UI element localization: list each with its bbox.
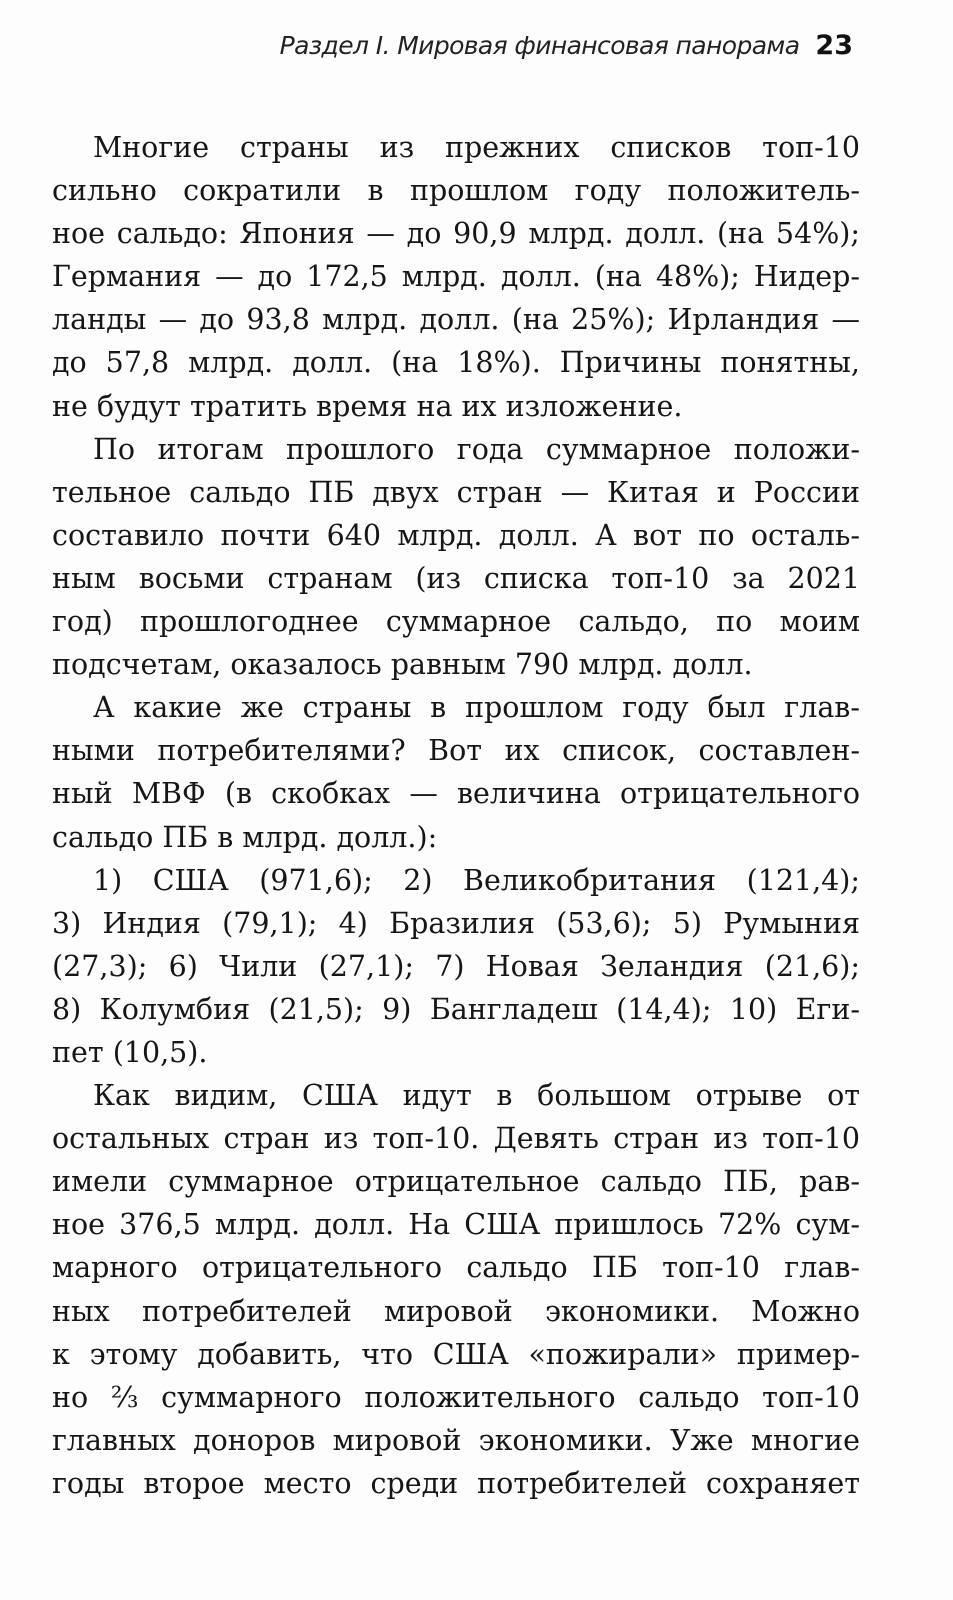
body-text [52, 126, 860, 1505]
paragraph-4-country-list [52, 859, 860, 1074]
text-line: пет (10,5). [52, 1035, 208, 1069]
text-line: (27,3); 6) Чили (27,1); 7) Новая Зеландия (21,6); [52, 949, 860, 983]
running-title: Раздел I. Мировая финансовая панорама [279, 31, 800, 60]
text-line: тельное сальдо ПБ двух стран — Китая и России [52, 475, 860, 509]
text-line: ных потребителей мировой экономики. Можно [52, 1294, 860, 1328]
text-line: ным восьми странам (из списка топ-10 за 2021 [52, 561, 860, 595]
text-line: ное сальдо: Япония — до 90,9 млрд. долл. (на 54%); [52, 217, 860, 251]
text-line: ными потребителями? Вот их список, составлен- [52, 734, 860, 768]
text-line: Германия — до 172,5 млрд. долл. (на 48%); Нидер- [52, 260, 860, 294]
paragraph-2 [52, 428, 860, 687]
text-line: А какие же страны в прошлом году был глав- [93, 691, 860, 725]
text-line: сильно сократили в прошлом году положитель- [52, 174, 860, 208]
text-line: 8) Колумбия (21,5); 9) Бангладеш (14,4); 10) Еги- [52, 992, 860, 1026]
page-header [280, 30, 853, 61]
paragraph-1 [52, 126, 860, 428]
text-line: ланды — до 93,8 млрд. долл. (на 25%); Ирландия — [52, 303, 860, 337]
text-line: подсчетам, оказалось равным 790 млрд. долл. [52, 648, 753, 682]
text-line: марного отрицательного сальдо ПБ топ-10 глав- [52, 1251, 860, 1285]
text-line: 3) Индия (79,1); 4) Бразилия (53,6); 5) Румыния [52, 906, 860, 940]
text-line: до 57,8 млрд. долл. (на 18%). Причины понятны, [52, 346, 860, 380]
text-line: главных доноров мировой экономики. Уже многие [52, 1423, 860, 1457]
paragraph-5 [52, 1074, 860, 1505]
text-line: Многие страны из прежних списков топ-10 [93, 131, 860, 164]
text-line: Как видим, США идут в большом отрыве от [93, 1079, 860, 1113]
text-line: не будут тратить время на их изложение. [52, 389, 683, 423]
text-line: ное 376,5 млрд. долл. На США пришлось 72% сум- [52, 1208, 860, 1242]
text-line: сальдо ПБ в млрд. долл.): [52, 820, 438, 854]
page-number: 23 [815, 30, 853, 61]
text-line: имели суммарное отрицательное сальдо ПБ, рав- [52, 1165, 860, 1199]
text-line: ный МВФ (в скобках — величина отрицательного [52, 777, 860, 811]
text-line: остальных стран из топ-10. Девять стран из топ-10 [52, 1122, 860, 1156]
text-line: составило почти 640 млрд. долл. А вот по осталь- [52, 518, 860, 552]
text-line: По итогам прошлого года суммарное положи- [93, 432, 860, 466]
text-line: к этому добавить, что США «пожирали» пример- [52, 1337, 860, 1371]
text-line: год) прошлогоднее суммарное сальдо, по моим [52, 605, 860, 639]
text-line: но ⅔ суммарного положительного сальдо топ-10 [52, 1380, 860, 1414]
paragraph-3 [52, 686, 860, 858]
text-line: 1) США (971,6); 2) Великобритания (121,4); [93, 863, 860, 897]
text-line: годы второе место среди потребителей сохраняет [52, 1466, 860, 1500]
